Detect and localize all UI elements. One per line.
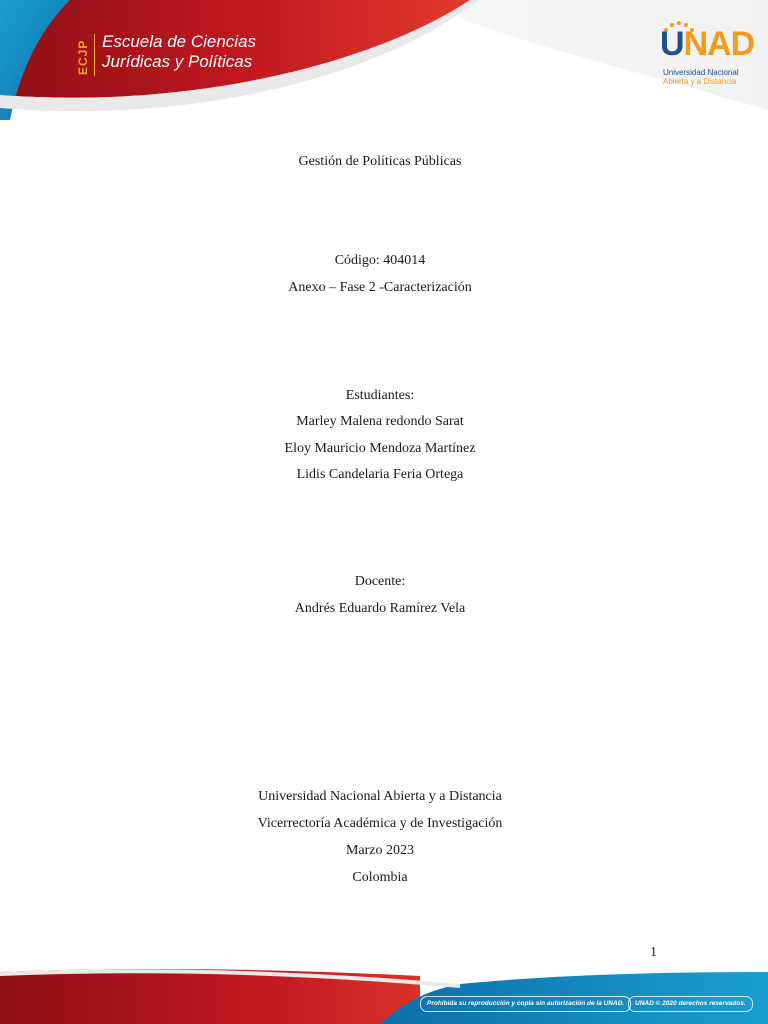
school-name-line1: Escuela de Ciencias <box>102 32 257 51</box>
school-name <box>102 32 256 72</box>
students-label: Estudiantes: <box>345 388 415 403</box>
unad-subtitle <box>663 68 739 86</box>
footer-copyright-notice: Prohibida su reproducción y copia sin autorización de la UNAD. <box>420 996 631 1012</box>
unad-subtitle-line2: Abierta y a Distancia <box>663 77 737 86</box>
vice-rectory: Vicerrectoría Académica y de Investigación <box>257 816 503 831</box>
footer-rights-notice: UNAD © 2020 derechos reservados. <box>628 996 753 1012</box>
teacher-name: Andrés Eduardo Ramírez Vela <box>294 601 466 616</box>
school-name-line2: Jurídicas y Políticas <box>102 52 253 71</box>
student-name: Lidis Candelaria Feria Ortega <box>296 467 464 482</box>
country: Colombia <box>352 870 408 885</box>
student-name: Marley Malena redondo Sarat <box>296 414 464 429</box>
page-number: 1 <box>650 945 657 960</box>
unad-wordmark-u: U <box>660 25 684 63</box>
course-code: Código: 404014 <box>334 253 426 268</box>
header-banner <box>0 0 768 150</box>
institution-name: Universidad Nacional Abierta y a Distancia <box>258 789 502 804</box>
header-wave-graphic <box>0 0 768 150</box>
footer-banner <box>0 966 768 1024</box>
student-name: Eloy Mauricio Mendoza Martínez <box>284 441 476 456</box>
course-title: Gestión de Políticas Públicas <box>298 154 462 169</box>
unad-wordmark-nad: NAD <box>683 25 755 63</box>
annex-title: Anexo – Fase 2 -Caracterización <box>288 280 472 295</box>
ecjp-acronym: ECJP <box>76 39 90 75</box>
document-date: Marzo 2023 <box>345 843 415 858</box>
unad-subtitle-line1: Universidad Nacional <box>663 68 739 77</box>
unad-logo <box>660 20 755 90</box>
footer-wave-graphic <box>0 966 768 1024</box>
ecjp-divider <box>94 34 95 76</box>
unad-wordmark <box>660 24 754 64</box>
teacher-label: Docente: <box>354 574 406 589</box>
